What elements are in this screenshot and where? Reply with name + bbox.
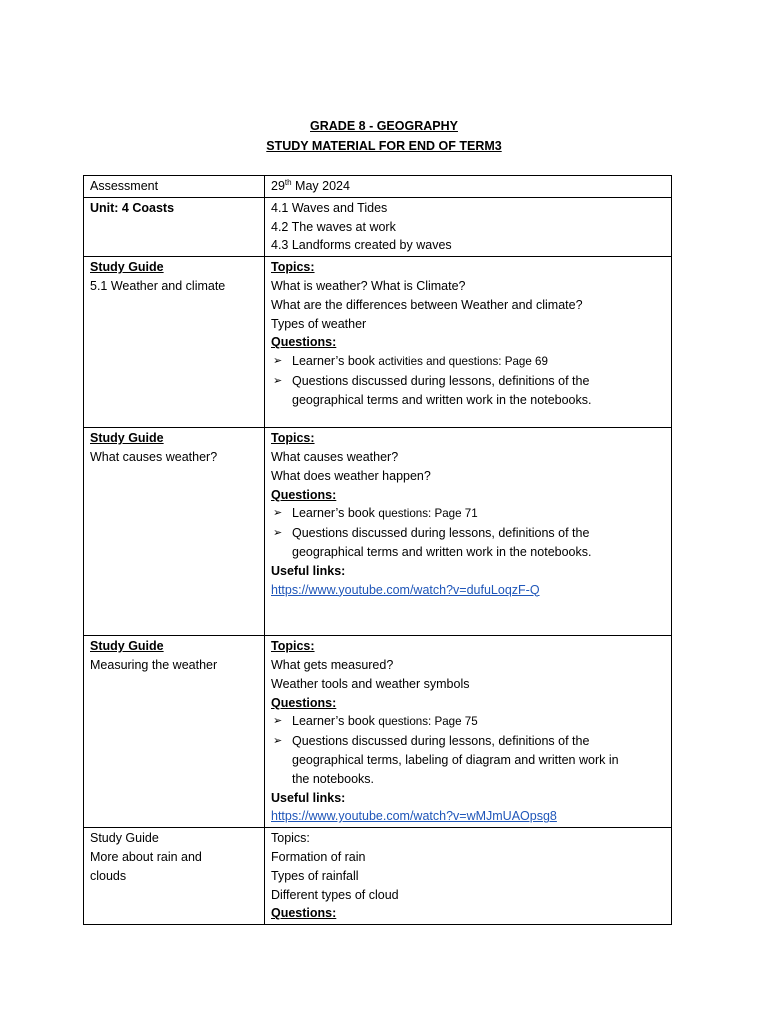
unit-topics — [265, 197, 672, 256]
study-guide-label: Study Guide — [90, 639, 164, 654]
list-item: Types of weather — [271, 316, 367, 331]
list-item: ➢ Learner’s book activities and questions: Page 69 — [271, 352, 665, 372]
list-item: Weather tools and weather symbols — [271, 676, 470, 691]
study-guide-title: What causes weather? — [90, 449, 218, 464]
document-title: GRADE 8 - GEOGRAPHY — [310, 119, 458, 133]
arrow-bullet-icon: ➢ — [273, 507, 283, 520]
list-item: Formation of rain — [271, 849, 366, 864]
list-item: What does weather happen? — [271, 468, 431, 483]
table-row — [84, 197, 672, 256]
list-item: Types of rainfall — [271, 868, 359, 883]
list-item: Different types of cloud — [271, 887, 399, 902]
study-guide-label: Study Guide — [90, 260, 164, 275]
study-guide-label: Study Guide — [90, 431, 164, 446]
study-guide-content — [265, 636, 672, 828]
study-guide-cell — [84, 636, 265, 828]
table-row — [84, 636, 672, 828]
arrow-bullet-icon: ➢ — [273, 374, 283, 387]
questions-label: Questions: — [271, 906, 337, 921]
useful-links-label: Useful links: — [271, 563, 346, 578]
youtube-link[interactable]: https://www.youtube.com/watch?v=wMJmUAOpsg8 — [271, 809, 557, 824]
questions-label: Questions: — [271, 335, 337, 350]
table-row — [84, 828, 672, 925]
list-item: 4.3 Landforms created by waves — [271, 238, 452, 253]
study-material-table — [83, 175, 672, 925]
assessment-date: 29th May 2024 — [265, 176, 672, 198]
study-guide-content — [265, 428, 672, 636]
study-guide-label: Study Guide — [90, 831, 159, 846]
study-guide-title: clouds — [90, 868, 127, 883]
study-guide-title: Measuring the weather — [90, 657, 218, 672]
study-guide-content — [265, 257, 672, 428]
study-guide-cell — [84, 828, 265, 925]
arrow-bullet-icon: ➢ — [273, 355, 283, 368]
unit-label: Unit: 4 Coasts — [84, 197, 265, 256]
useful-links-label: Useful links: — [271, 790, 346, 805]
topics-label: Topics: — [271, 639, 315, 654]
topics-label: Topics: — [271, 431, 315, 446]
topics-label: Topics: — [271, 260, 315, 275]
document-heading — [0, 116, 768, 156]
list-item: What causes weather? — [271, 449, 399, 464]
list-item: ➢ Questions discussed during lessons, definitions of the geographical terms, labeling of diagram and written work in the notebooks. — [273, 734, 619, 786]
list-item: 4.2 The waves at work — [271, 219, 396, 234]
study-guide-content — [265, 828, 672, 925]
list-item: What is weather? What is Climate? — [271, 278, 466, 293]
arrow-bullet-icon: ➢ — [273, 735, 283, 748]
list-item: ➢ Questions discussed during lessons, definitions of the geographical terms and written work in the notebooks. — [273, 373, 592, 407]
document-subtitle: STUDY MATERIAL FOR END OF TERM3 — [266, 139, 502, 153]
assessment-label: Assessment — [84, 176, 265, 198]
questions-label: Questions: — [271, 487, 337, 502]
list-item: ➢ Learner’s book questions: Page 71 — [271, 504, 665, 524]
study-guide-cell — [84, 428, 265, 636]
list-item: ➢ Learner’s book questions: Page 75 — [271, 712, 665, 732]
topics-label: Topics: — [271, 831, 310, 846]
list-item: 4.1 Waves and Tides — [271, 200, 388, 215]
study-guide-title: More about rain and — [90, 849, 202, 864]
table-row — [84, 176, 672, 198]
list-item: What gets measured? — [271, 657, 394, 672]
youtube-link[interactable]: https://www.youtube.com/watch?v=dufuLoqzF-Q — [271, 582, 540, 597]
study-guide-cell — [84, 257, 265, 428]
arrow-bullet-icon: ➢ — [273, 715, 283, 728]
list-item: What are the differences between Weather and climate? — [271, 297, 583, 312]
study-guide-title: 5.1 Weather and climate — [90, 278, 226, 293]
arrow-bullet-icon: ➢ — [273, 527, 283, 540]
table-row — [84, 428, 672, 636]
list-item: ➢ Questions discussed during lessons, definitions of the geographical terms and written work in the notebooks. — [273, 526, 592, 559]
questions-label: Questions: — [271, 695, 337, 710]
table-row — [84, 257, 672, 428]
